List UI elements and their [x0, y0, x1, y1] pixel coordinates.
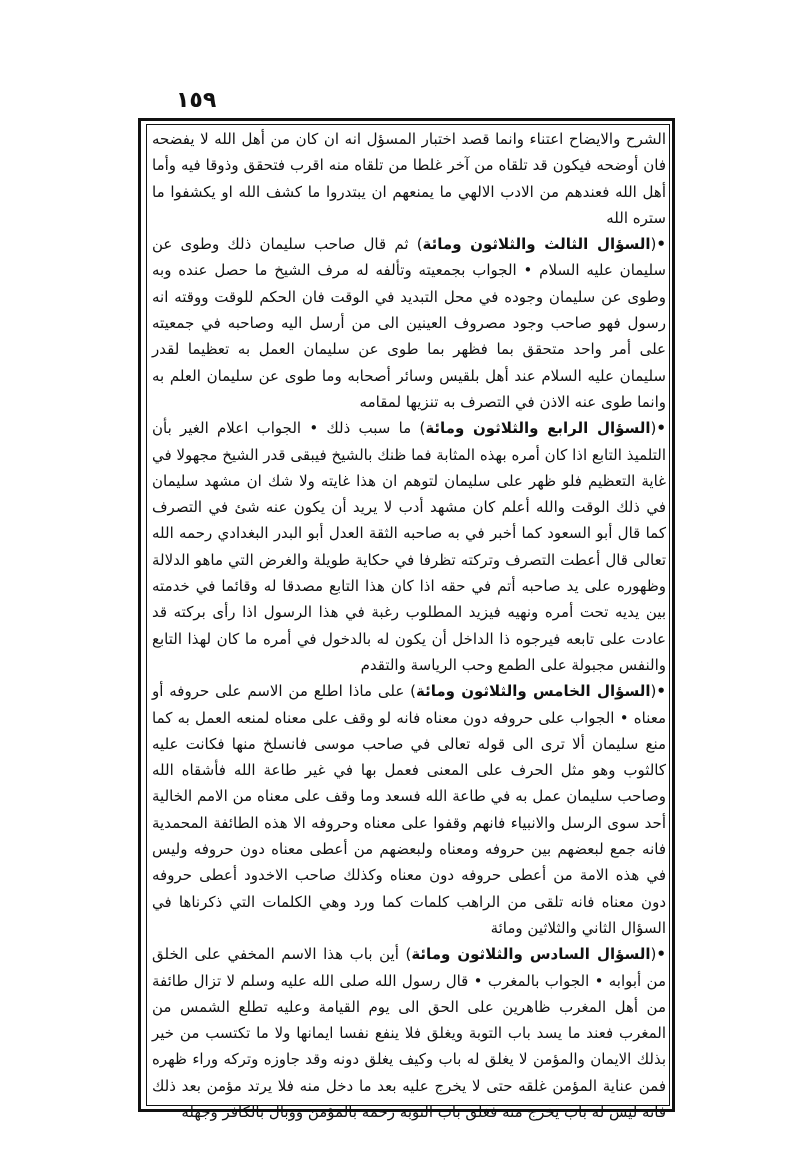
main-text-block	[152, 126, 666, 1121]
paragraph-question-133: •(السؤال الثالث والثلاثون ومائة) ثم قال صاحب سليمان ذلك وطوى عن سليمان عليه السلام • الجواب بجمعيته وتألفه له مرف الشيخ ما حصل عنده وبه وطوى عن سليمان وجوده في محل التبديد في الوقت فان الحكم للوقت ووقته انه رسول فهو صاحب وجود مصروف العينين الى من أرسل اليه وصاحبه في جمعيته على أمر واحد متحقق بما فظهر بما طوى عن سليمان العمل به تعظيما لقدر سليمان عليه السلام عند أهل بلقيس وسائر أصحابه وما طوى عن سليمان العلم به وانما طوى عنه الاذن في التصرف به تنزيها لمقامه	[152, 235, 666, 411]
paragraph-intro	[152, 126, 666, 231]
paragraph-question-134: •(السؤال الرابع والثلاثون ومائة) ما سبب ذلك • الجواب اعلام الغير بأن التلميذ التابع اذا كان أمره بهذه المثابة فما ظنك بالشيخ فيبقى قدر الشيخ مجهولا في غاية التعظيم فلو ظهر على سليمان لتوهم ان هذا غايته ولا شك ان مشهد سليمان في ذلك الوقت والله أعلم كان مشهد أدب لا يريد أن يكون عنه شئ في التصرف كما قال أبو السعود كما أخبر في به صاحبه الثقة العدل أبو البدر البغدادي رحمه الله تعالى قال أعطت التصرف وتركته تظرفا في حكاية طويلة والغرض التي ماهو الدلالة وظهوره على يد صاحبه أتم في حقه اذا كان هذا التابع مصدقا له وقائما في خدمته بين يديه تحت أمره ونهيه فيزيد المطلوب رغبة في هذا الرسول اذا رأى بركته قد عادت على تابعه فيرجوه ذا الداخل أن يكون له بالدخول في أمره ما كان لهذا التابع والنفس مجبولة على الطمع وحب الرياسة والتقدم	[152, 419, 666, 674]
question-heading: السؤال الرابع والثلاثون ومائة	[425, 419, 651, 438]
question-heading: السؤال السادس والثلاثون ومائة	[411, 945, 651, 964]
question-heading: السؤال الثالث والثلاثون ومائة	[422, 235, 651, 254]
bullet-mark: •	[656, 235, 666, 254]
bullet-mark: •	[656, 682, 666, 701]
page-number: ١٥٩	[176, 88, 217, 113]
paragraph-text: ما سبب ذلك • الجواب اعلام الغير بأن التلميذ التابع اذا كان أمره بهذه المثابة فما ظنك بالشيخ فيبقى قدر الشيخ مجهولا في غاية التعظيم فلو ظهر على سليمان لتوهم ان هذا غايته ولا شك ان مشهد سليمان في ذلك الوقت والله أعلم كان مشهد أدب لا يريد أن يكون عنه شئ في التصرف كما قال أبو السعود كما أخبر في به صاحبه الثقة العدل أبو البدر البغدادي رحمه الله تعالى قال أعطت التصرف وتركته تظرفا في حكاية طويلة والغرض التي ماهو الدلالة وظهوره على يد صاحبه أتم في حقه اذا كان هذا التابع مصدقا له وقائما في خدمته بين يديه تحت أمره ونهيه فيزيد المطلوب رغبة في هذا الرسول اذا رأى بركته قد عادت على تابعه فيرجوه ذا الداخل أن يكون له بالدخول في أمره ما كان لهذا التابع والنفس مجبولة على الطمع وحب الرياسة والتقدم	[152, 419, 666, 674]
paragraph-text: ثم قال صاحب سليمان ذلك وطوى عن سليمان عليه السلام • الجواب بجمعيته وتألفه له مرف الشيخ ما حصل عنده وبه وطوى عن سليمان وجوده في محل التبديد في الوقت فان الحكم للوقت ووقته انه رسول فهو صاحب وجود مصروف العينين الى من أرسل اليه وصاحبه في جمعيته على أمر واحد متحقق بما فظهر بما طوى عن سليمان العمل به تعظيما لقدر سليمان عليه السلام عند أهل بلقيس وسائر أصحابه وما طوى عن سليمان العلم به وانما طوى عنه الاذن في التصرف به تنزيها لمقامه	[152, 235, 666, 411]
paragraph-text: أين باب هذا الاسم المخفي على الخلق من أبوابه • الجواب بالمغرب • قال رسول الله صلى الله عليه وسلم لا تزال طائفة من أهل المغرب ظاهرين على الحق الى يوم القيامة وعليه تطلع الشمس من المغرب فعند ما يسد باب التوبة ويغلق فلا ينفع نفسا ايمانها ولا ما تكتسب من خير بذلك الايمان والمؤمن لا يغلق له باب وكيف يغلق دونه وقد جاوزه وتركه وراء ظهره فمن عناية المؤمن غلقه حتى لا يخرج عليه بعد ما دخل منه فلا يرتد مؤمن بعد ذلك فانه ليس له باب يخرج منه فغلق باب التوبة رحمة بالمؤمن ووبال بالكافر وجهله	[152, 945, 666, 1121]
bullet-mark: •	[656, 419, 666, 438]
paragraph-text: الشرح والايضاح اعتناء وانما قصد اختبار المسؤل انه ان كان من أهل الله لا يفضحه فان أوضحه فيكون قد تلقاه من آخر غلطا من تلقاه منه اقرب فتحقق وذوقا فيه وأما أهل الله فعندهم من الادب الالهي ما يمنعهم ان يبتدروا ما كشف الله او يكشفوا ما ستره الله	[152, 130, 666, 227]
paragraph-text: على ماذا اطلع من الاسم على حروفه أو معناه • الجواب على حروفه دون معناه فانه لو وقف على معناه لمنعه العمل به كما منع سليمان ألا ترى الى قوله تعالى في صاحب موسى فانسلخ منها فكانت عليه كالثوب وهو مثل الحرف على المعنى فعمل بها في غير طاعة الله فأشقاه الله وصاحب سليمان عمل به في طاعة الله فسعد وما وقف على معناه من الامم الخالية أحد سوى الرسل والانبياء فانهم وقفوا على معناه وحروفه الا هذه الطائفة المحمدية فانه جمع لبعضهم بين حروفه ومعناه ولبعضهم من أعطى معناه دون حروفه وليس في هذه الامة من أعطى حروفه دون معناه وكذلك صاحب الاخدود أعطى حروفه دون معناه فانه تلقى من الراهب كلمات كما ورد وهي الكلمات التي ذكرناها في السؤال الثاني والثلاثين ومائة	[152, 682, 666, 937]
paragraph-question-136: •(السؤال السادس والثلاثون ومائة) أين باب هذا الاسم المخفي على الخلق من أبوابه • الجواب بالمغرب • قال رسول الله صلى الله عليه وسلم لا تزال طائفة من أهل المغرب ظاهرين على الحق الى يوم القيامة وعليه تطلع الشمس من المغرب فعند ما يسد باب التوبة ويغلق فلا ينفع نفسا ايمانها ولا ما تكتسب من خير بذلك الايمان والمؤمن لا يغلق له باب وكيف يغلق دونه وقد جاوزه وتركه وراء ظهره فمن عناية المؤمن غلقه حتى لا يخرج عليه بعد ما دخل منه فلا يرتد مؤمن بعد ذلك فانه ليس له باب يخرج منه فغلق باب التوبة رحمة بالمؤمن ووبال بالكافر وجهله	[152, 945, 666, 1121]
question-heading: السؤال الخامس والثلاثون ومائة	[415, 682, 651, 701]
paragraph-question-135: •(السؤال الخامس والثلاثون ومائة) على ماذا اطلع من الاسم على حروفه أو معناه • الجواب على حروفه دون معناه فانه لو وقف على معناه لمنعه العمل به كما منع سليمان ألا ترى الى قوله تعالى في صاحب موسى فانسلخ منها فكانت عليه كالثوب وهو مثل الحرف على المعنى فعمل بها في غير طاعة الله فأشقاه الله وصاحب سليمان عمل به في طاعة الله فسعد وما وقف على معناه من الامم الخالية أحد سوى الرسل والانبياء فانهم وقفوا على معناه وحروفه الا هذه الطائفة المحمدية فانه جمع لبعضهم بين حروفه ومعناه ولبعضهم من أعطى معناه دون حروفه وليس في هذه الامة من أعطى حروفه دون معناه وكذلك صاحب الاخدود أعطى حروفه دون معناه فانه تلقى من الراهب كلمات كما ورد وهي الكلمات التي ذكرناها في السؤال الثاني والثلاثين ومائة	[152, 682, 666, 937]
bullet-mark: •	[656, 945, 666, 964]
